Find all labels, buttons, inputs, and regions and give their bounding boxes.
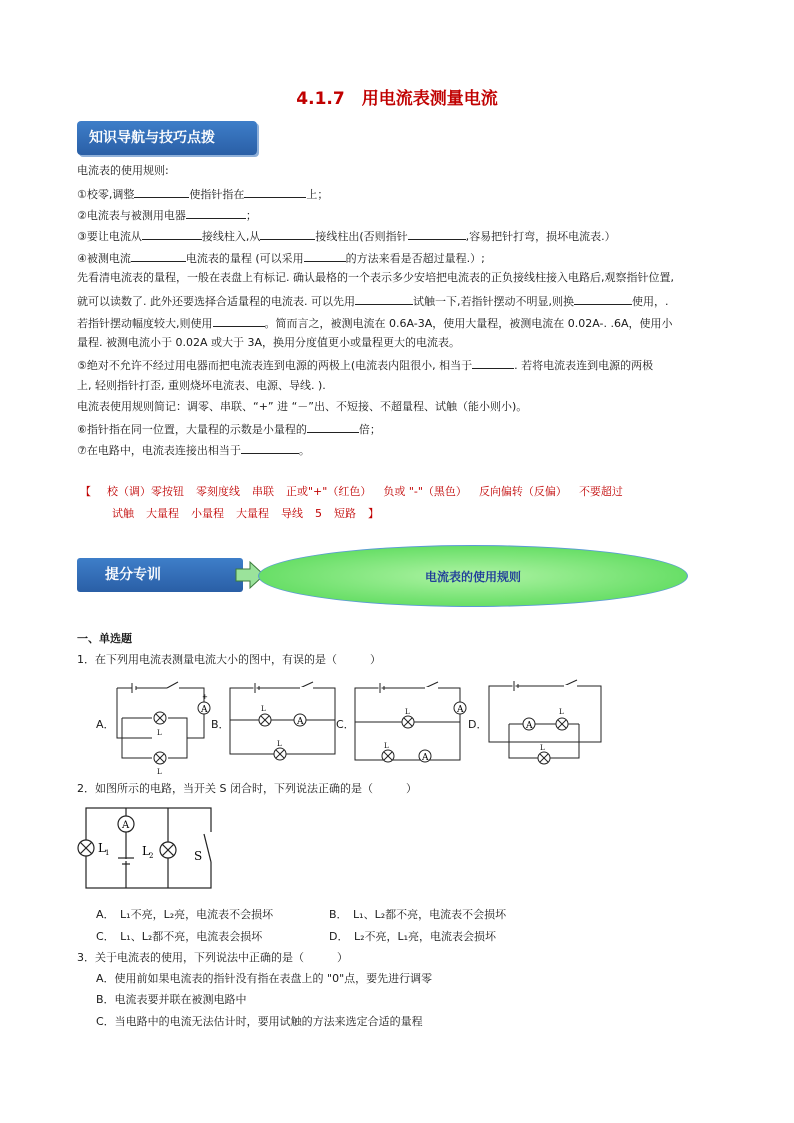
rule-7 [77, 442, 310, 458]
blank [574, 293, 632, 305]
q1-circuit-a [112, 678, 212, 776]
rule-4 [77, 250, 485, 266]
q1-option-d-label: D． [468, 718, 488, 731]
rule-4-text-b: 电流表的量程 (可以采用 [185, 252, 304, 265]
rule-paragraph-2-a: 就可以读数了. 此外还要选择合适量程的电流表. 可以先用 [77, 295, 355, 308]
ammeter-symbol: A [526, 721, 533, 731]
rule-5-text-b: . 若将电流表连到电源的两极 [514, 359, 654, 372]
rule-paragraph-2-b: 试触一下,若指针摆动不明显,则换 [413, 295, 574, 308]
lamp-label-l2: L [142, 844, 150, 858]
blank [304, 250, 346, 262]
answer-item: 零刻度线 [196, 485, 240, 498]
answer-item: 串联 [252, 485, 274, 498]
q2-option-a: A． L₁不亮，L₂亮，电流表不会损坏 [96, 908, 274, 921]
topic-label: 电流表的使用规则 [424, 569, 521, 584]
rule-3-text-b: 接线柱入,从 [201, 230, 261, 243]
q2-option-b: B． L₁、L₂都不亮，电流表不会损坏 [329, 908, 507, 921]
ammeter-symbol: A [457, 705, 464, 715]
lamp-subscript: 1 [105, 849, 110, 857]
rule-paragraph-3-b: 。简而言之，被测电流在 0.6A-3A，使用大量程，被测电流在 0.02A-. .6A，使用小 [264, 317, 673, 330]
rule-3 [77, 228, 616, 244]
rule-3-text-d: ,容易把针打弯，损坏电流表.） [465, 230, 616, 243]
q3-option-b: B．电流表要并联在被测电路中 [96, 993, 247, 1006]
answer-item: 大量程 [146, 507, 179, 520]
blank [244, 186, 306, 198]
blank [131, 250, 186, 262]
blank [307, 421, 359, 433]
blank [186, 207, 246, 219]
q2-option-c: C． L₁、L₂都不亮，电流表会损坏 [96, 930, 263, 943]
q1-circuit-b [225, 680, 340, 760]
answers-line-1 [80, 483, 635, 499]
rules-heading: 电流表的使用规则: [77, 164, 169, 177]
section-heading: 一、单选题 [77, 632, 132, 645]
blank [134, 186, 189, 198]
answer-close-bracket: 】 [368, 507, 379, 520]
rule-5 [77, 357, 653, 373]
rule-paragraph-4: 量程. 被测电流小于 0.02A 或大于 3A，换用分度值更小或量程更大的电流表。 [77, 336, 461, 349]
answer-item: 导线 [281, 507, 303, 520]
lamp-label-l1: L [98, 841, 106, 855]
rule-1-text-b: 使指针指在 [189, 188, 245, 201]
lamp-subscript: 2 [149, 852, 154, 860]
q2-option-d: D． L₂不亮，L₁亮，电流表会损坏 [329, 930, 497, 943]
knowledge-banner: 知识导航与技巧点拨 [77, 121, 257, 155]
answer-item: 反向偏转（反偏） [478, 485, 567, 498]
blank [472, 357, 514, 369]
answer-item: 负或 "-"（黑色） [383, 485, 467, 498]
q1-option-a-label: A． [96, 718, 115, 731]
answer-item: 校（调）零按钮 [107, 485, 184, 498]
rule-5-text-a: ⑤绝对不允许不经过用电器而把电流表连到电源的两极上(电流表内阻很小, 相当于 [77, 359, 473, 372]
lamp-label: L [405, 708, 410, 716]
rule-6-text-a: ⑥指针指在同一位置，大量程的示数是小量程的 [77, 423, 307, 436]
q1-option-b-label: B． [211, 718, 230, 731]
rule-4-text-c: 的方法来看是否超过量程.）; [345, 252, 485, 265]
rule-2 [77, 207, 257, 223]
page-title: 4.1.7 用电流表测量电流 [296, 89, 498, 109]
rule-6-text-b: 倍； [358, 423, 381, 436]
rule-paragraph-1: 先看清电流表的量程，一般在表盘上有标记. 确认最格的一个表示多少安培把电流表的正负接线柱接入电路后,观察指针位置, [77, 271, 674, 284]
rule-1-text-a: ①校零,调整 [77, 188, 135, 201]
ammeter-symbol: A [122, 820, 130, 831]
answer-item: 5 [315, 507, 322, 520]
ammeter-symbol: A [422, 753, 429, 763]
rule-paragraph-3 [77, 315, 673, 331]
answer-item: 正或"+"（红色） [286, 485, 372, 498]
blank [241, 442, 299, 454]
ammeter-symbol: A [297, 717, 304, 727]
switch-label: S [194, 849, 203, 863]
rule-7-text-b: 。 [298, 444, 310, 457]
q1-option-c-label: C． [336, 718, 355, 731]
rule-4-text-a: ④被测电流 [77, 252, 131, 265]
rule-paragraph-2 [77, 293, 669, 309]
answer-item: 不要超过 [578, 485, 623, 498]
rule-2-text-a: ②电流表与被测用电器 [77, 209, 186, 222]
training-banner: 提分专训 [77, 558, 243, 592]
answer-open-bracket: 【 [80, 485, 91, 498]
lamp-label: L [277, 740, 282, 748]
q3-option-c: C．当电路中的电流无法估计时，要用试触的方法来选定合适的量程 [96, 1015, 423, 1028]
q3-option-a: A．使用前如果电流表的指针没有指在表盘上的 "0"点，要先进行调零 [96, 972, 433, 985]
blank [142, 228, 202, 240]
q1-circuit-c [350, 678, 468, 766]
lamp-label: L [261, 705, 266, 713]
q2-circuit [76, 802, 216, 892]
blank [213, 315, 265, 327]
rule-7-text-a: ⑦在电路中，电流表连接出相当于 [77, 444, 241, 457]
answers-line-2 [112, 505, 391, 521]
plus-terminal: + [202, 693, 208, 701]
topic-ellipse [258, 545, 688, 607]
q1-circuit-d [484, 678, 606, 766]
question-1-stem: 1．在下列用电流表测量电流大小的图中，有误的是（ ） [77, 653, 381, 666]
rule-paragraph-3-a: 若指针摆动幅度较大,则使用 [77, 317, 213, 330]
rule-6 [77, 421, 381, 437]
answer-item: 小量程 [191, 507, 224, 520]
rule-3-text-a: ③要让电流从 [77, 230, 142, 243]
answer-item: 试触 [112, 507, 134, 520]
lamp-label: L [540, 744, 545, 752]
rule-2-text-b: ； [245, 209, 257, 222]
rule-paragraph-2-c: 使用，. [632, 295, 669, 308]
ammeter-symbol: A [201, 705, 208, 715]
rule-mnemonic: 电流表使用规则简记：调零、串联、“+” 进 “－”出、不短接、不超量程、试触（能小则小)。 [77, 400, 528, 413]
rule-1 [77, 186, 328, 202]
blank [355, 293, 413, 305]
question-3-stem: 3．关于电流表的使用，下列说法中正确的是（ ） [77, 951, 348, 964]
blank [408, 228, 466, 240]
answer-item: 大量程 [236, 507, 269, 520]
lamp-label: L [384, 742, 389, 750]
rule-1-text-c: 上； [306, 188, 329, 201]
question-2-stem: 2．如图所示的电路，当开关 S 闭合时，下列说法正确的是（ ） [77, 782, 417, 795]
answer-item: 短路 [334, 507, 356, 520]
lamp-label: L [559, 708, 564, 716]
rule-3-text-c: 接线柱出(否则指针 [315, 230, 408, 243]
blank [260, 228, 315, 240]
lamp-label: L [157, 768, 162, 776]
lamp-label: L [157, 729, 162, 737]
rule-5-cont: 上, 轻则指针打歪, 重则烧坏电流表、电源、导线. ). [77, 379, 326, 392]
